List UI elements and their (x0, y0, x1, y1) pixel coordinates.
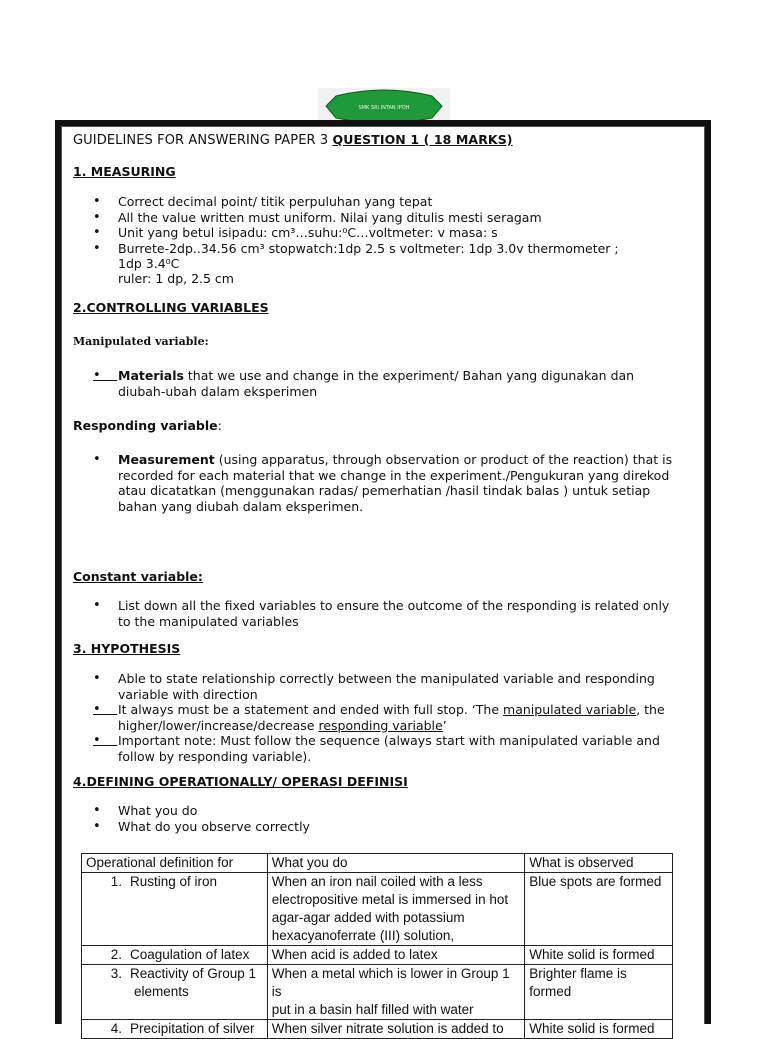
title-main: GUIDELINES FOR ANSWERING PAPER 3 (73, 133, 329, 148)
heading-hypothesis: 3. HYPOTHESIS (73, 641, 181, 656)
operational-list (73, 803, 693, 834)
list-item: • It always must be a statement and ended with full stop. ‘The manipulated variable, the higher/lower/increase/decrease responding variable’ (73, 702, 693, 733)
table-row (82, 946, 673, 965)
table-header: What is observed (525, 854, 673, 873)
constant-list (73, 598, 693, 629)
heading-measuring: 1. MEASURING (73, 164, 176, 179)
table-row (82, 873, 673, 946)
table-cell: When silver nitrate solution is added to (267, 1020, 525, 1039)
list-item: • Measurement (using apparatus, through observation or product of the reaction) that is recorded for each material that we change in the experiment./Pengukuran yang direkod atau dicatatkan (menggunakan radas/ pemerhatian /hasil tindak balas ) untuk setiap bahan yang diubah dalam eksperimen. (73, 452, 693, 514)
table-header-row (82, 854, 673, 873)
table-cell: 2. Coagulation of latex (82, 946, 268, 965)
table-cell: Brighter flame is formed (525, 965, 673, 1020)
table-cell: 4. Precipitation of silver (82, 1020, 268, 1039)
measuring-thermo-line: 1dp 3.4⁰C (118, 256, 180, 271)
table-cell: White solid is formed (525, 946, 673, 965)
list-item: • What do you observe correctly (73, 819, 693, 835)
constant-variable-label: Constant variable: (73, 569, 203, 584)
list-item: • Important note: Must follow the sequence (always start with manipulated variable and follow by responding variable). (73, 733, 693, 764)
list-item: • Burrete-2dp..34.56 cm³ stopwatch:1dp 2.5 s voltmeter: 1dp 3.0v thermometer ; (73, 241, 693, 257)
list-item: • List down all the fixed variables to ensure the outcome of the responding is related only to the manipulated variables (73, 598, 693, 629)
measuring-list (73, 194, 693, 256)
list-item: • Correct decimal point/ titik perpuluhan yang tepat (73, 194, 693, 210)
list-item: • Materials that we use and change in the experiment/ Bahan yang digunakan dan diubah-ubah dalam eksperimen (73, 368, 693, 399)
table-cell: 3. Reactivity of Group 1 elements (82, 965, 268, 1020)
measuring-ruler-line: ruler: 1 dp, 2.5 cm (118, 271, 234, 286)
heading-operational-definition: 4.DEFINING OPERATIONALLY/ OPERASI DEFINISI (73, 774, 408, 789)
responding-list (73, 452, 693, 514)
page-title (73, 132, 513, 149)
hypothesis-list (73, 671, 693, 764)
table-cell: When an iron nail coiled with a less electropositive metal is immersed in hot agar-agar added with potassium hexacyanoferrate (III) solution, (267, 873, 525, 946)
school-logo (318, 88, 450, 122)
manipulated-list (73, 368, 693, 399)
table-header: Operational definition for (82, 854, 268, 873)
table-cell: When a metal which is lower in Group 1 is put in a basin half filled with water (267, 965, 525, 1020)
manipulated-variable-label: Manipulated variable: (73, 335, 209, 348)
table-cell: Blue spots are formed (525, 873, 673, 946)
operational-definition-table (81, 853, 673, 1039)
list-item: • What you do (73, 803, 693, 819)
table-row (82, 1020, 673, 1039)
table-cell: 1. Rusting of iron (82, 873, 268, 946)
document-frame (55, 120, 711, 1036)
list-item: • Able to state relationship correctly between the manipulated variable and responding variable with direction (73, 671, 693, 702)
responding-variable-label: Responding variable: (73, 418, 222, 433)
table-header: What you do (267, 854, 525, 873)
logo-text: SMK SRI INTAN IPOH (358, 105, 410, 111)
table-row (82, 965, 673, 1020)
heading-controlling-variables: 2.CONTROLLING VARIABLES (73, 300, 269, 315)
list-item: • Unit yang betul isipadu: cm³…suhu:⁰C…voltmeter: v masa: s (73, 225, 693, 241)
title-question: QUESTION 1 ( 18 MARKS) (332, 132, 513, 147)
table-cell: White solid is formed (525, 1020, 673, 1039)
list-item: • All the value written must uniform. Nilai yang ditulis mesti seragam (73, 210, 693, 226)
table-cell: When acid is added to latex (267, 946, 525, 965)
